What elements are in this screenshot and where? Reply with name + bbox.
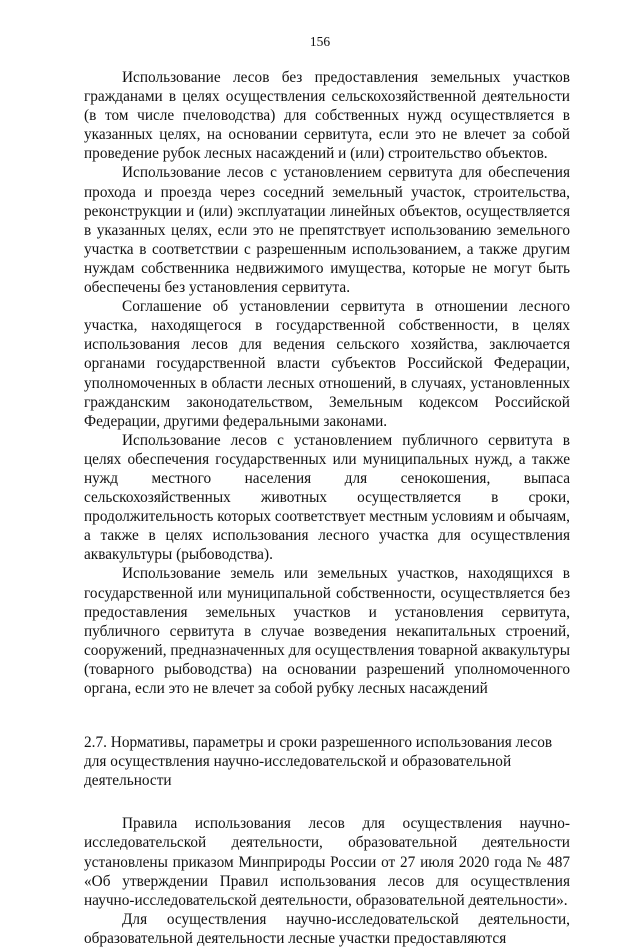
paragraph: Использование лесов без предоставления земельных участков гражданами в целях осуществления сельскохозяйственной деятельности (в том числе пчеловодства) для собственных нужд осуществляется в указанных целях, на основании сервитута, если это не влечет за собой проведение рубок лесных насаждений и (или) строительство объектов. [84,69,570,163]
paragraph: Использование лесов с установлением публичного сервитута в целях обеспечения государственных или муниципальных нужд, а также нужд местного населения для сенокошения, выпаса сельскохозяйственных животных осуществляется в сроки, продолжительность которых соответствует местным условиям и обычаям, а также в целях использования лесного участка для осуществления аквакультуры (рыбоводства). [84,431,570,564]
paragraph: Соглашение об установлении сервитута в отношении лесного участка, находящегося в государственной собственности, в целях использования лесов для ведения сельского хозяйства, заключается органами государственной власти субъектов Российской Федерации, уполномоченных в области лесных отношений, в случаях, установленных гражданским законодательством, Земельным кодексом Российской Федерации, другими федеральными законами. [84,298,570,430]
page-number: 156 [309,34,331,49]
paragraph: Правила использования лесов для осуществления научно-исследовательской деятельности, образовательной деятельности установлены приказом Минприроды России от 27 июля 2020 года № 487 «Об утверждении Правил использования лесов для осуществления научно-исследовательской деятельности, образовательной деятельности». [84,815,570,909]
paragraph: Для осуществления научно-исследовательской деятельности, образовательной деятельности лесные участки предоставляются [84,910,570,947]
document-body [84,68,570,948]
section-heading: 2.7. Нормативы, параметры и сроки разрешенного использования лесов для осуществления научно-исследовательской и образовательной деятельности [84,734,553,790]
paragraph: Использование земель или земельных участков, находящихся в государственной или муниципальной собственности, осуществляется без предоставления земельных участков и установления сервитута, публичного сервитута в случае возведения некапитальных строений, сооружений, предназначенных для осуществления товарной аквакультуры (товарного рыбоводства) на основании разрешений уполномоченного органа, если это не влечет за собой рубку лесных насаждений [84,565,570,697]
paragraph: Использование лесов с установлением сервитута для обеспечения прохода и проезда через соседний земельный участок, строительства, реконструкции и (или) эксплуатации линейных объектов, осуществляется в указанных целях, если это не препятствует использованию земельного участка в соответствии с разрешенным использованием, а также другим нуждам собственника недвижимого имущества, которые не могут быть обеспечены без установления сервитута. [84,164,570,297]
